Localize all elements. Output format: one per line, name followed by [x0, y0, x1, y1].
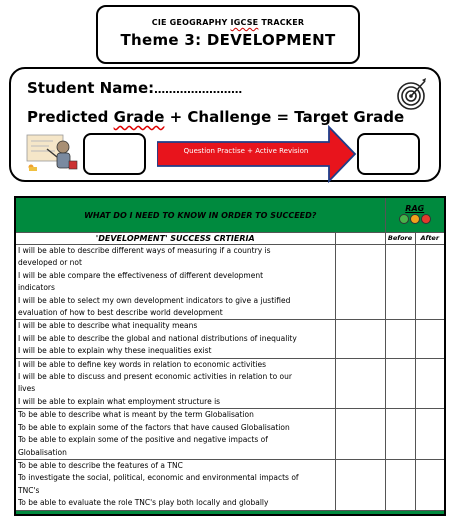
criteria-line: I will be able to describe different ways of measuring if a country is [18, 246, 271, 255]
notes-cell[interactable] [335, 459, 385, 510]
before-rag-cell[interactable] [385, 358, 415, 409]
table-footer-row [15, 510, 445, 515]
red-sad-icon [421, 214, 431, 224]
criteria-line: Globalisation [18, 447, 67, 457]
table-subheader-row [15, 233, 445, 245]
before-rag-cell[interactable] [385, 320, 415, 358]
criteria-row [15, 245, 445, 320]
student-name-label: Student Name:…………………… [27, 79, 243, 97]
criteria-line: I will be able to define key words in relation to economic activities [18, 359, 267, 369]
predicted-grade-box[interactable] [83, 133, 146, 175]
criteria-line: lives [18, 384, 36, 394]
blank-header-cell [335, 233, 385, 245]
table-footer-bar [15, 510, 445, 515]
criteria-text-cell [15, 459, 335, 510]
title-box [96, 5, 360, 64]
criteria-row [15, 409, 445, 460]
criteria-text-cell [15, 409, 335, 460]
criteria-line: To be able to describe the features of a TNC [18, 460, 183, 470]
criteria-line: I will be able to describe the global and national distributions of inequality [18, 333, 297, 343]
table-header: WHAT DO I NEED TO KNOW IN ORDER TO SUCCEED? [15, 197, 385, 233]
criteria-text-cell [15, 245, 335, 320]
criteria-line: indicators [18, 283, 55, 293]
criteria-line: developed or not [18, 258, 82, 268]
student-box [9, 67, 441, 182]
notes-cell[interactable] [335, 245, 385, 320]
after-rag-cell[interactable] [415, 459, 445, 510]
person-studying-icon [25, 133, 79, 173]
criteria-row [15, 459, 445, 510]
criteria-line: To be able to evaluate the role TNC's play both locally and globally [18, 498, 269, 508]
notes-cell[interactable] [335, 409, 385, 460]
criteria-subheader: 'DEVELOPMENT' SUCCESS CRTIERIA [15, 233, 335, 245]
criteria-line: I will be able to explain why these inequalities exist [18, 346, 212, 356]
student-name-field[interactable]: …………………… [154, 83, 243, 96]
criteria-line: To be able to describe what is meant by the term Globalisation [18, 410, 254, 420]
criteria-text-cell [15, 358, 335, 409]
before-rag-cell[interactable] [385, 245, 415, 320]
criteria-line: I will be able to explain what employment structure is [18, 396, 221, 406]
criteria-line: I will be able to select my own development indicators to give a justified [18, 295, 291, 305]
after-rag-cell[interactable] [415, 320, 445, 358]
notes-cell[interactable] [335, 320, 385, 358]
before-column-header: Before [385, 233, 415, 245]
table-header-row [15, 197, 445, 233]
criteria-line: evaluation of how to best describe world development [18, 308, 223, 318]
tracker-subtitle: CIE GEOGRAPHY IGCSE TRACKER [151, 18, 305, 27]
criteria-line: To be able to explain some of the positive and negative impacts of [18, 435, 268, 445]
before-rag-cell[interactable] [385, 459, 415, 510]
target-icon [395, 77, 429, 111]
notes-cell[interactable] [335, 358, 385, 409]
after-column-header: After [415, 233, 445, 245]
criteria-line: To be able to explain some of the factors that have caused Globalisation [18, 422, 290, 432]
criteria-line: I will be able compare the effectiveness of different development [18, 270, 264, 280]
green-smiley-icon [399, 214, 409, 224]
criteria-row [15, 320, 445, 358]
after-rag-cell[interactable] [415, 245, 445, 320]
grade-equation: Predicted Grade + Challenge = Target Grade [27, 108, 405, 126]
criteria-line: To investigate the social, political, economic and environmental impacts of [18, 473, 299, 483]
arrow-label: Question Practise + Active Revision [183, 147, 309, 155]
after-rag-cell[interactable] [415, 358, 445, 409]
criteria-line: TNC's [18, 485, 40, 495]
rag-header [385, 197, 445, 233]
page-title: Theme 3: DEVELOPMENT [120, 31, 336, 49]
before-rag-cell[interactable] [385, 409, 415, 460]
criteria-text-cell [15, 320, 335, 358]
criteria-line: I will be able to describe what inequality means [18, 321, 198, 331]
criteria-row [15, 358, 445, 409]
rag-label: RAG [405, 204, 425, 213]
amber-neutral-icon [410, 214, 420, 224]
criteria-line: I will be able to discuss and present economic activities in relation to our [18, 372, 292, 382]
success-criteria-table [14, 196, 446, 516]
target-grade-box[interactable] [357, 133, 420, 175]
after-rag-cell[interactable] [415, 409, 445, 460]
